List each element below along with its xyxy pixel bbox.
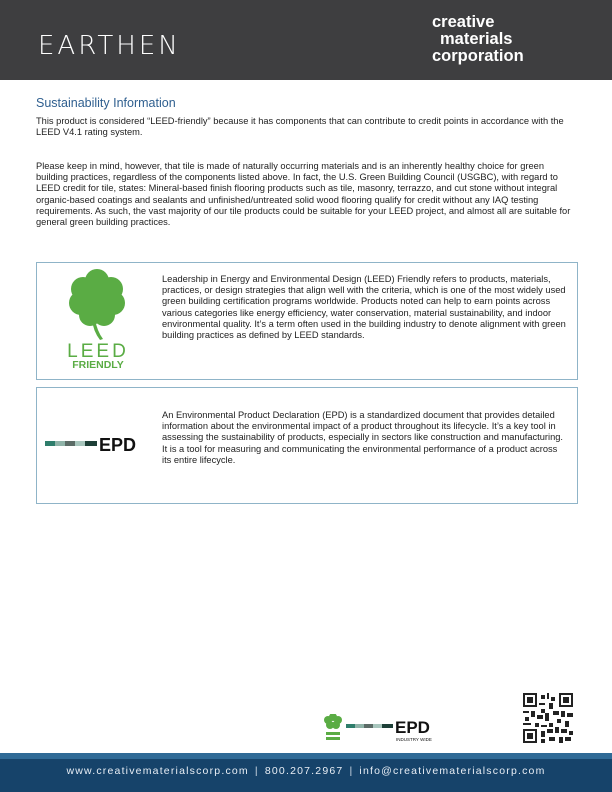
leed-description: Leadership in Energy and Environmental Design (LEED) Friendly refers to products, materials, practices, or design strategies that align well with the criteria, which is one of the most widely used green building certification programs worldwide. Products noted can help to earn points across various categories like energy efficiency, water conservation, material sustainability, and indoor environmental quality. It’s a term often used in the building industry to denote alignment with green building practices as defined by LEED standards. xyxy=(162,274,566,341)
footer-phone[interactable]: 800.207.2967 xyxy=(264,765,344,777)
footer-website-link[interactable]: www.creativematerialscorp.com xyxy=(66,765,249,777)
epd-logo xyxy=(45,432,145,456)
leed-friendly-logo xyxy=(57,269,139,369)
clover-icon xyxy=(69,269,125,340)
footer-email-link[interactable]: info@creativematerialscorp.com xyxy=(359,765,546,777)
page-footer xyxy=(0,759,612,792)
footer-separator: | xyxy=(349,765,354,777)
section-title: Sustainability Information xyxy=(36,96,176,110)
footer-certification-logos xyxy=(322,714,442,744)
friendly-logo-word: FRIENDLY xyxy=(72,359,124,369)
page-header xyxy=(0,0,612,80)
company-line-1: creative xyxy=(432,13,495,31)
brand-name: EARTHEN xyxy=(38,31,181,61)
epd-logo-text: EPD xyxy=(99,435,137,455)
epd-info-box xyxy=(36,387,578,504)
tile-paragraph: Please keep in mind, however, that tile is made of naturally occurring materials and is an inherently healthy choice for green building practices, regardless of the components listed above. In fact, the U.S. Green Building Council (USGBC), with regard to LEED credit for tile, states: Mineral-based finish flooring products such as tile, masonry, terrazzo, and cut stone without integral organic-based coatings and sealants and unfinished/untreated solid wood flooring qualify for credit without any IAQ testing requirements. As such, the vast majority of our tile products could be suitable for your LEED project, and almost all are suitable for general green building practices. xyxy=(36,161,571,228)
epd-description: An Environmental Product Declaration (EPD) is a standardized document that provides detailed information about the environmental impact of a product throughout its lifecycle. It’s a key tool in assessing the sustainability of products, especially in sectors like construction and manufacturing. It is a tool for measuring and communicating the environmental performance of a product across its entire lifecycle. xyxy=(162,410,564,465)
small-epd-text: EPD xyxy=(395,718,430,737)
company-line-3: corporation xyxy=(432,47,524,65)
company-logo xyxy=(432,14,572,65)
leed-info-box xyxy=(36,262,578,380)
epd-industry-wide: INDUSTRY WIDE xyxy=(396,737,432,742)
small-clover-icon xyxy=(324,714,342,740)
qr-code-icon[interactable] xyxy=(523,693,573,743)
company-line-2: materials xyxy=(440,30,513,48)
leed-logo-word: LEED xyxy=(67,341,129,362)
footer-separator: | xyxy=(254,765,259,777)
intro-paragraph: This product is considered “LEED-friendly” because it has components that can contribute to credit points in accordance with the LEED V4.1 rating system. xyxy=(36,116,564,138)
